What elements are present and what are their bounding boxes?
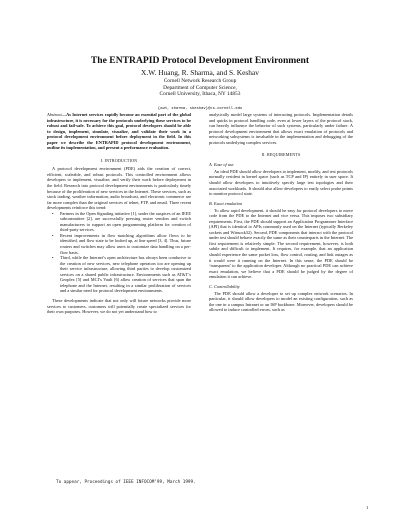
right-column <box>209 112 353 313</box>
publication-note: To appear, Proceedings of IEEE INFOCOM’99, March 1999. <box>56 480 196 485</box>
list-item: • Partners in the Open Signaling initiative [1], under the auspices of an IEEE subcommittee [2], are successfully pressing router vendors and switch manufacturers to support an open programming platform for creation of third-party services. <box>52 210 191 233</box>
list-item: • Third, while the Internet’s open architecture has always been conducive to the creation of new services, new telephone operators too are opening up their service infrastructure, allowing third parties to develop customized services on a shared public infrastructure. Environments such as AT&T’s Geoplex [5] and MCI’s Vault [6] allow creation of services that span the telephone and the Internet, resulting in a similar proliferation of services and a similar need for protocol development environments. <box>52 255 191 294</box>
affiliation-line: Cornell Network Research Group <box>163 78 237 84</box>
bullet-text: Partners in the Open Signaling initiative [1], under the auspices of an IEEE subcommittee [2], are successfully pressing router vendors and switch manufacturers to support an open programming platform for creation of third-party services. <box>60 210 191 233</box>
paper-authors: X.W. Huang, R. Sharma, and S. Keshav <box>141 68 259 77</box>
abstract <box>47 112 191 151</box>
intro-paragraph: A protocol development environment (PDE) aids the creation of correct, efficient, scaleable, and robust protocols. This controlled environment allows developers to implement, visualize, and verify their work before deployment in the field. Research into protocol development environments is particularly timely because of the proliferation of new services in the Internet. These services, such as stock trading, weather information, audio broadcast, and electronic commerce are far more complex than the original services of telnet, FTP, and email. Three recent developments reinforce this trend: <box>47 166 191 211</box>
subsection-heading-ease-of-use: A. Ease of use <box>209 161 234 167</box>
paper-title: The ENTRAPID Protocol Development Environment <box>90 55 310 66</box>
body-paragraph: analytically model large systems of interacting protocols. Implementation details and quirks in protocol handling code, even at lower layers of the protocol stack, can heavily influence the behavior of such systems, particularly under failure. A protocol development environment that allows exact emulation of protocols and networking subsystems is invaluable in the implementation and debugging of the protocols underlying complex services. <box>209 112 353 145</box>
list-item: • Recent improvements in flow matching algorithms allow flows to be identified, and flow state to be looked up, at line speed [3, 4]. Thus, future routers and switches may allow users to customize data handling on a per-flow basis. <box>52 232 191 255</box>
left-column <box>47 112 191 315</box>
bullet-text: Third, while the Internet’s open architecture has always been conducive to the creation of new services, new telephone operators too are opening up their service infrastructure, allowing third parties to develop customized services on a shared public infrastructure. Environments such as AT&T’s Geoplex [5] and MCI’s Vault [6] allow creation of services that span the telephone and the Internet, resulting in a similar proliferation of services and a similar need for protocol development environments. <box>60 255 191 294</box>
subsection-heading-controllability: C. Controllability <box>209 283 240 289</box>
section-heading-requirements: II. REQUIREMENTS <box>261 152 301 158</box>
subsection-heading-exact-emulation: B. Exact emulation <box>209 200 243 206</box>
abstract-text: —As Internet services rapidly become an essential part of the global infrastructure, it is necessary for the protocols underlying these services to be robust and fail-safe. To achieve this goal, protocol developers should be able to design, implement, simulate, visualize, and validate their work in a protocol development environment before deployment in the field. In this paper we describe the ENTRAPID protocol development environment, outline its implementation, and present a performance evaluation. <box>47 112 191 151</box>
affiliation-line: Department of Computer Science, <box>163 84 237 91</box>
paper-affiliation <box>0 78 400 98</box>
intro-paragraph: These developments indicate that not only will future networks provide more services to customers, customers will potentially create specialized services for their own purposes. However, we do not yet understand how to <box>47 297 191 315</box>
section-heading-introduction: I. INTRODUCTION <box>100 157 138 163</box>
affiliation-line: Cornell University, Ithaca, NY 14853 <box>159 91 241 98</box>
bullet-text: Recent improvements in flow matching algorithms allow flows to be identified, and flow state to be looked up, at line speed [3, 4]. Thus, future routers and switches may allow users to customize data handling on a per-flow basis. <box>60 232 191 255</box>
body-paragraph: To allow rapid development, it should be easy for protocol developers to move code from the PDE to the Internet and vice versa. This imposes two subsidiary requirements. First, the PDE should support an Application Programmer Interface (API) that is identical to APIs commonly used on the Internet (typically Berkeley sockets and Winsock32). Second, PDE components that interact with the protocol under test should behave exactly the same as their counterparts in the Internet. The first requirement is relatively simple. The second requirement, however, is both subtle and difficult to implement. It requires, for example, that an application should experience the same packet loss, flow control, routing, and link outages as it would were it running on the Internet. In this sense, the PDE should be ‘transparent’ to the application developer. Although no practical PDE can achieve exact emulation, we believe that a PDE should be judged by the degree of emulation it can achieve. <box>209 207 353 280</box>
author-email: {xwh, sharma, skeshav}@cs.cornell.edu <box>157 105 243 110</box>
body-paragraph: The PDE should allow a developer to set up complex network scenarios. In particular, it should allow developers to model an existing configuration, such as the one in a campus Intranet or an ISP backbone. Moreover, developers should be allowed to induce controlled errors, such as <box>209 290 353 313</box>
intro-bullet-list <box>47 211 191 294</box>
abstract-lead: Abstract <box>47 112 62 117</box>
body-paragraph: An ideal PDE should allow developers to implement, modify, and test protocols normally resident in kernel space (such as TCP and IP) entirely in user space. It should allow developers to intuitively specify large test topologies and their associated workloads. It should also allow developers to easily select probe points to monitor protocol state. <box>209 168 353 197</box>
page-number: 1 <box>366 505 369 510</box>
